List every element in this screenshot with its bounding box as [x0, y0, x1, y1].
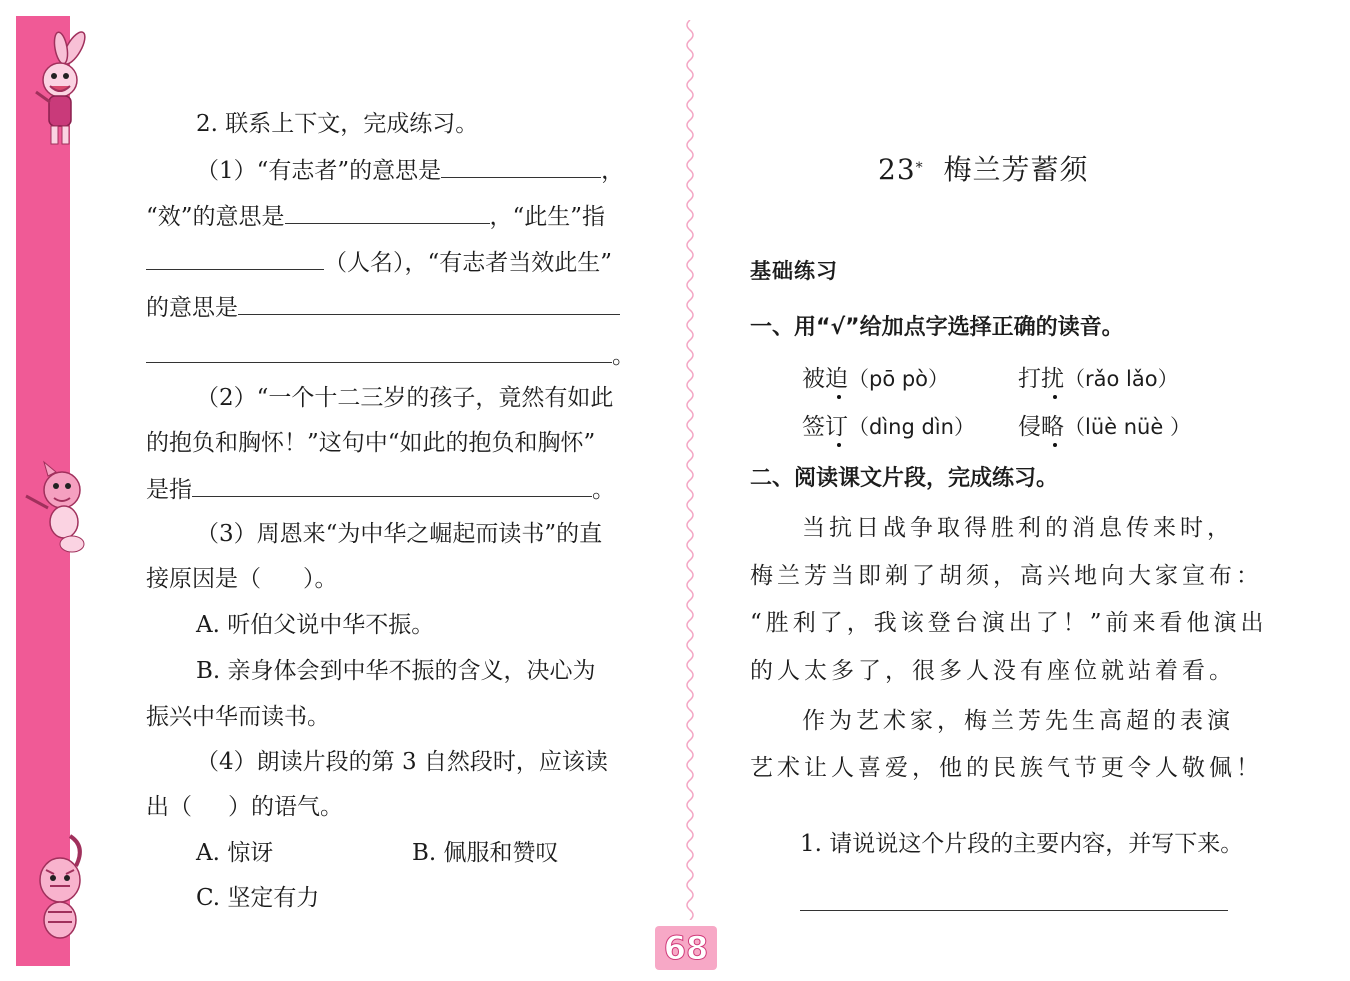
lesson-number: 23 [878, 153, 916, 186]
question-text: 的意思是 [146, 295, 238, 321]
emphasis-dot [1053, 395, 1057, 399]
passage-line: “胜利了，我该登台演出了！”前来看他演出 [750, 610, 1268, 636]
question-text: （人名），“有志者当效此生” [324, 250, 613, 276]
question-2-3-line-2 [146, 564, 338, 594]
punctuation: ， [601, 158, 625, 184]
option-b-line-1: B. 亲身体会到中华不振的含义，决心为 [196, 658, 596, 684]
question-text: （1）“有志者”的意思是 [196, 158, 442, 184]
page-divider [684, 20, 696, 920]
word: 签订 [802, 414, 848, 440]
rabbit-cartoon-icon [16, 30, 96, 160]
lesson-title [878, 155, 1088, 185]
option-a: A. 惊讶 [196, 840, 274, 866]
question-text: 是指 [146, 477, 192, 503]
passage-line: 的人太多了，很多人没有座位就站着看。 [750, 658, 1236, 684]
answer-blank[interactable] [285, 201, 490, 224]
punctuation: 。 [592, 477, 615, 503]
question-text: ，“此生”指 [489, 204, 606, 230]
question-text: ）的语气。 [228, 794, 343, 820]
optional-lesson-mark: * [915, 160, 924, 176]
pinyin-options[interactable]: （dìng dìn） [848, 415, 975, 439]
question-2-4-line-1: （4）朗读片段的第 3 自然段时，应该读 [196, 749, 608, 775]
question-2-2-line-3 [146, 474, 615, 505]
question-2-heading: 2. 联系上下文，完成练习。 [196, 111, 479, 137]
pinyin-options[interactable]: （lüè nüè ） [1064, 415, 1191, 439]
question-2-3-line-1: （3）周恩来“为中华之崛起而读书”的直 [196, 521, 603, 547]
pinyin-options[interactable]: （pō pò） [848, 367, 950, 391]
question-text: ）。 [303, 566, 338, 592]
emphasis-dot [1053, 443, 1057, 447]
question-text: “效”的意思是 [146, 204, 285, 230]
lesson-title-text: 梅兰芳蓄须 [943, 153, 1089, 186]
passage-line: 梅兰芳当即剃了胡须，高兴地向大家宣布： [750, 563, 1263, 589]
reading-question-1: 1. 请说说这个片段的主要内容，并写下来。 [800, 831, 1244, 857]
question-text: 接原因是（ [146, 566, 261, 592]
question-2-1-line-5 [146, 340, 635, 371]
pinyin-item-3 [802, 412, 975, 442]
exercise-1-heading: 一、用“√”给加点字选择正确的读音。 [750, 315, 1124, 340]
question-2-1-line-4 [146, 292, 620, 323]
question-2-2-line-1: （2）“一个十二三岁的孩子，竟然有如此 [196, 385, 614, 411]
emphasis-dot [837, 395, 841, 399]
passage-line: 作为艺术家，梅兰芳先生高超的表演 [802, 708, 1234, 734]
pinyin-item-2 [1018, 364, 1179, 394]
word: 侵略 [1018, 414, 1064, 440]
answer-blank[interactable] [238, 292, 620, 315]
answer-blank[interactable] [441, 155, 601, 178]
answer-blank[interactable] [146, 247, 324, 270]
word: 被迫 [802, 366, 848, 392]
answer-blank[interactable] [192, 474, 592, 497]
question-2-1-line-1 [196, 155, 624, 186]
pinyin-item-1 [802, 364, 949, 394]
tiger-cartoon-icon [16, 826, 96, 946]
question-text: 出（ [146, 794, 192, 820]
answer-line[interactable] [800, 910, 1228, 911]
page-number: 68 [663, 929, 709, 967]
question-2-2-line-2: 的抱负和胸怀！”这句中“如此的抱负和胸怀” [146, 430, 596, 456]
punctuation: 。 [612, 343, 635, 369]
question-2-4-line-2 [146, 792, 343, 822]
option-a: A. 听伯父说中华不振。 [196, 612, 435, 638]
question-2-1-line-3 [146, 247, 612, 278]
decorative-side-strip [16, 16, 70, 966]
word: 打扰 [1018, 366, 1064, 392]
pinyin-options[interactable]: （rǎo lǎo） [1064, 367, 1179, 391]
question-2-1-line-2 [146, 201, 605, 232]
exercise-2-heading: 二、阅读课文片段，完成练习。 [750, 466, 1059, 491]
section-basic-practice: 基础练习 [750, 259, 838, 283]
answer-blank[interactable] [146, 340, 612, 363]
pinyin-item-4 [1018, 412, 1191, 442]
passage-line: 艺术让人喜爱，他的民族气节更令人敬佩！ [750, 755, 1263, 781]
emphasis-dot [837, 443, 841, 447]
fox-cartoon-icon [16, 456, 96, 556]
option-c: C. 坚定有力 [196, 885, 320, 911]
passage-line: 当抗日战争取得胜利的消息传来时， [802, 515, 1234, 541]
option-b: B. 佩服和赞叹 [412, 840, 559, 866]
option-b-line-2: 振兴中华而读书。 [146, 704, 330, 730]
